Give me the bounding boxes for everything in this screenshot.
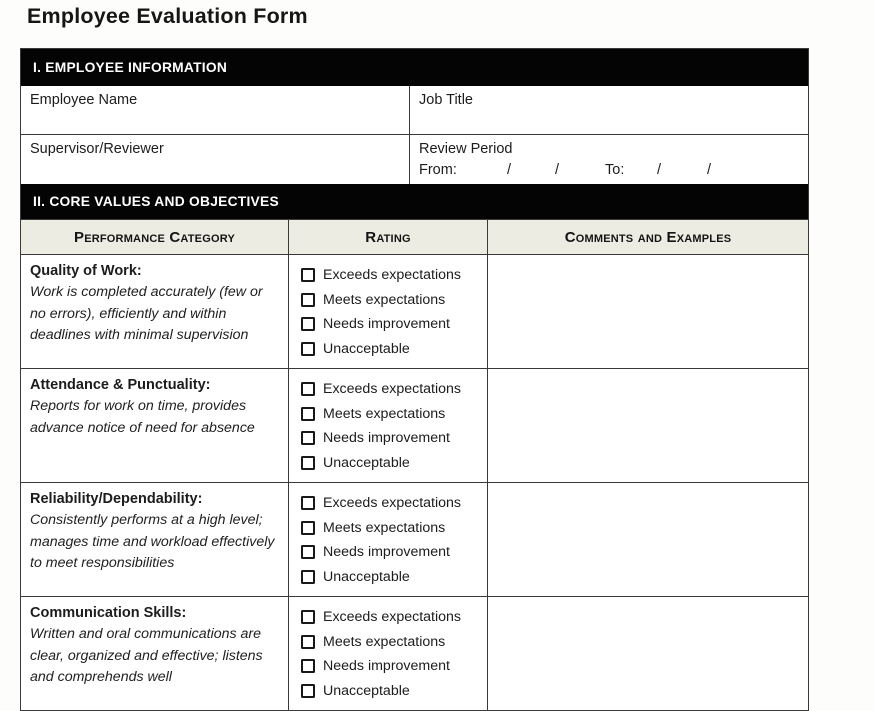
comments-cell[interactable] <box>487 483 808 596</box>
rating-option-label: Exceeds expectations <box>323 381 462 398</box>
rating-option[interactable] <box>301 451 487 476</box>
rating-option-label: Meets expectations <box>323 633 446 650</box>
checkbox-icon[interactable] <box>301 496 315 510</box>
rating-option[interactable] <box>301 337 487 362</box>
section-core-values-header: II. CORE VALUES AND OBJECTIVES <box>21 184 808 219</box>
evaluation-row <box>21 254 808 368</box>
rating-option-label: Exceeds expectations <box>323 609 462 626</box>
rating-option-label: Unacceptable <box>323 568 410 585</box>
checkbox-icon[interactable] <box>301 317 315 331</box>
checkbox-icon[interactable] <box>301 456 315 470</box>
evaluation-row <box>21 596 808 710</box>
rating-cell <box>288 255 487 368</box>
rating-cell <box>288 483 487 596</box>
employee-info-row-2 <box>21 134 808 184</box>
section-employee-info-header: I. EMPLOYEE INFORMATION <box>21 49 808 86</box>
form-title: Employee Evaluation Form <box>27 4 308 28</box>
job-title-field[interactable] <box>410 86 808 134</box>
evaluation-rows <box>21 254 808 710</box>
rating-option[interactable] <box>301 540 487 565</box>
category-description: Consistently performs at a high level; manages time and workload effectively to meet responsibilities <box>30 512 275 571</box>
rating-cell <box>288 597 487 710</box>
rating-cell <box>288 369 487 482</box>
category-cell <box>21 255 288 368</box>
category-title: Reliability/Dependability: <box>30 491 203 507</box>
rating-option-label: Needs improvement <box>323 316 450 333</box>
checkbox-icon[interactable] <box>301 268 315 282</box>
supervisor-label: Supervisor/Reviewer <box>30 141 164 157</box>
rating-option[interactable] <box>301 491 487 516</box>
rating-option-label: Unacceptable <box>323 340 410 357</box>
checkbox-icon[interactable] <box>301 431 315 445</box>
rating-option-label: Needs improvement <box>323 544 450 561</box>
checkbox-icon[interactable] <box>301 407 315 421</box>
date-slash-icon: / <box>555 162 560 178</box>
category-cell <box>21 483 288 596</box>
checkbox-icon[interactable] <box>301 382 315 396</box>
job-title-label: Job Title <box>419 92 473 108</box>
category-cell <box>21 597 288 710</box>
category-description: Reports for work on time, provides advance notice of need for absence <box>30 398 255 436</box>
evaluation-form <box>20 48 809 711</box>
rating-option-label: Exceeds expectations <box>323 495 462 512</box>
column-header-rating: Rating <box>288 220 487 254</box>
from-label: From: <box>419 162 457 178</box>
rating-option[interactable] <box>301 377 487 402</box>
rating-option[interactable] <box>301 565 487 590</box>
rating-option-label: Meets expectations <box>323 519 446 536</box>
rating-option[interactable] <box>301 263 487 288</box>
category-cell <box>21 369 288 482</box>
checkbox-icon[interactable] <box>301 545 315 559</box>
checkbox-icon[interactable] <box>301 684 315 698</box>
comments-cell[interactable] <box>487 369 808 482</box>
rating-option-label: Unacceptable <box>323 454 410 471</box>
employee-name-label: Employee Name <box>30 92 138 108</box>
column-header-category: Performance Category <box>73 228 235 246</box>
rating-option-label: Meets expectations <box>323 405 446 422</box>
checkbox-icon[interactable] <box>301 659 315 673</box>
evaluation-row <box>21 482 808 596</box>
supervisor-field[interactable] <box>21 135 410 184</box>
employee-name-field[interactable] <box>21 86 410 134</box>
column-header-row <box>21 219 808 254</box>
category-description: Work is completed accurately (few or no errors), efficiently and within deadlines with minimal supervision <box>30 284 263 343</box>
date-slash-icon: / <box>657 162 662 178</box>
rating-option-label: Needs improvement <box>323 658 450 675</box>
rating-option[interactable] <box>301 312 487 337</box>
date-slash-icon: / <box>507 162 512 178</box>
review-period-field[interactable] <box>410 135 808 184</box>
review-period-label: Review Period <box>419 141 513 157</box>
rating-option[interactable] <box>301 654 487 679</box>
evaluation-row <box>21 368 808 482</box>
checkbox-icon[interactable] <box>301 521 315 535</box>
date-slash-icon: / <box>707 162 712 178</box>
rating-option[interactable] <box>301 426 487 451</box>
category-title: Communication Skills: <box>30 605 187 621</box>
rating-option[interactable] <box>301 630 487 655</box>
checkbox-icon[interactable] <box>301 293 315 307</box>
comments-cell[interactable] <box>487 597 808 710</box>
category-description: Written and oral communications are clear, organized and effective; listens and comprehends well <box>30 626 263 685</box>
to-label: To: <box>605 162 625 178</box>
rating-option-label: Needs improvement <box>323 430 450 447</box>
rating-option[interactable] <box>301 679 487 704</box>
review-period-dates <box>419 162 802 184</box>
rating-option[interactable] <box>301 516 487 541</box>
checkbox-icon[interactable] <box>301 570 315 584</box>
rating-option-label: Unacceptable <box>323 682 410 699</box>
rating-option[interactable] <box>301 402 487 427</box>
rating-option[interactable] <box>301 288 487 313</box>
column-header-comments: Comments and Examples <box>487 220 808 254</box>
employee-info-row-1 <box>21 86 808 134</box>
category-title: Quality of Work: <box>30 263 142 279</box>
checkbox-icon[interactable] <box>301 635 315 649</box>
comments-cell[interactable] <box>487 255 808 368</box>
rating-option-label: Exceeds expectations <box>323 267 462 284</box>
rating-option[interactable] <box>301 605 487 630</box>
rating-option-label: Meets expectations <box>323 291 446 308</box>
category-title: Attendance & Punctuality: <box>30 377 211 393</box>
checkbox-icon[interactable] <box>301 342 315 356</box>
checkbox-icon[interactable] <box>301 610 315 624</box>
